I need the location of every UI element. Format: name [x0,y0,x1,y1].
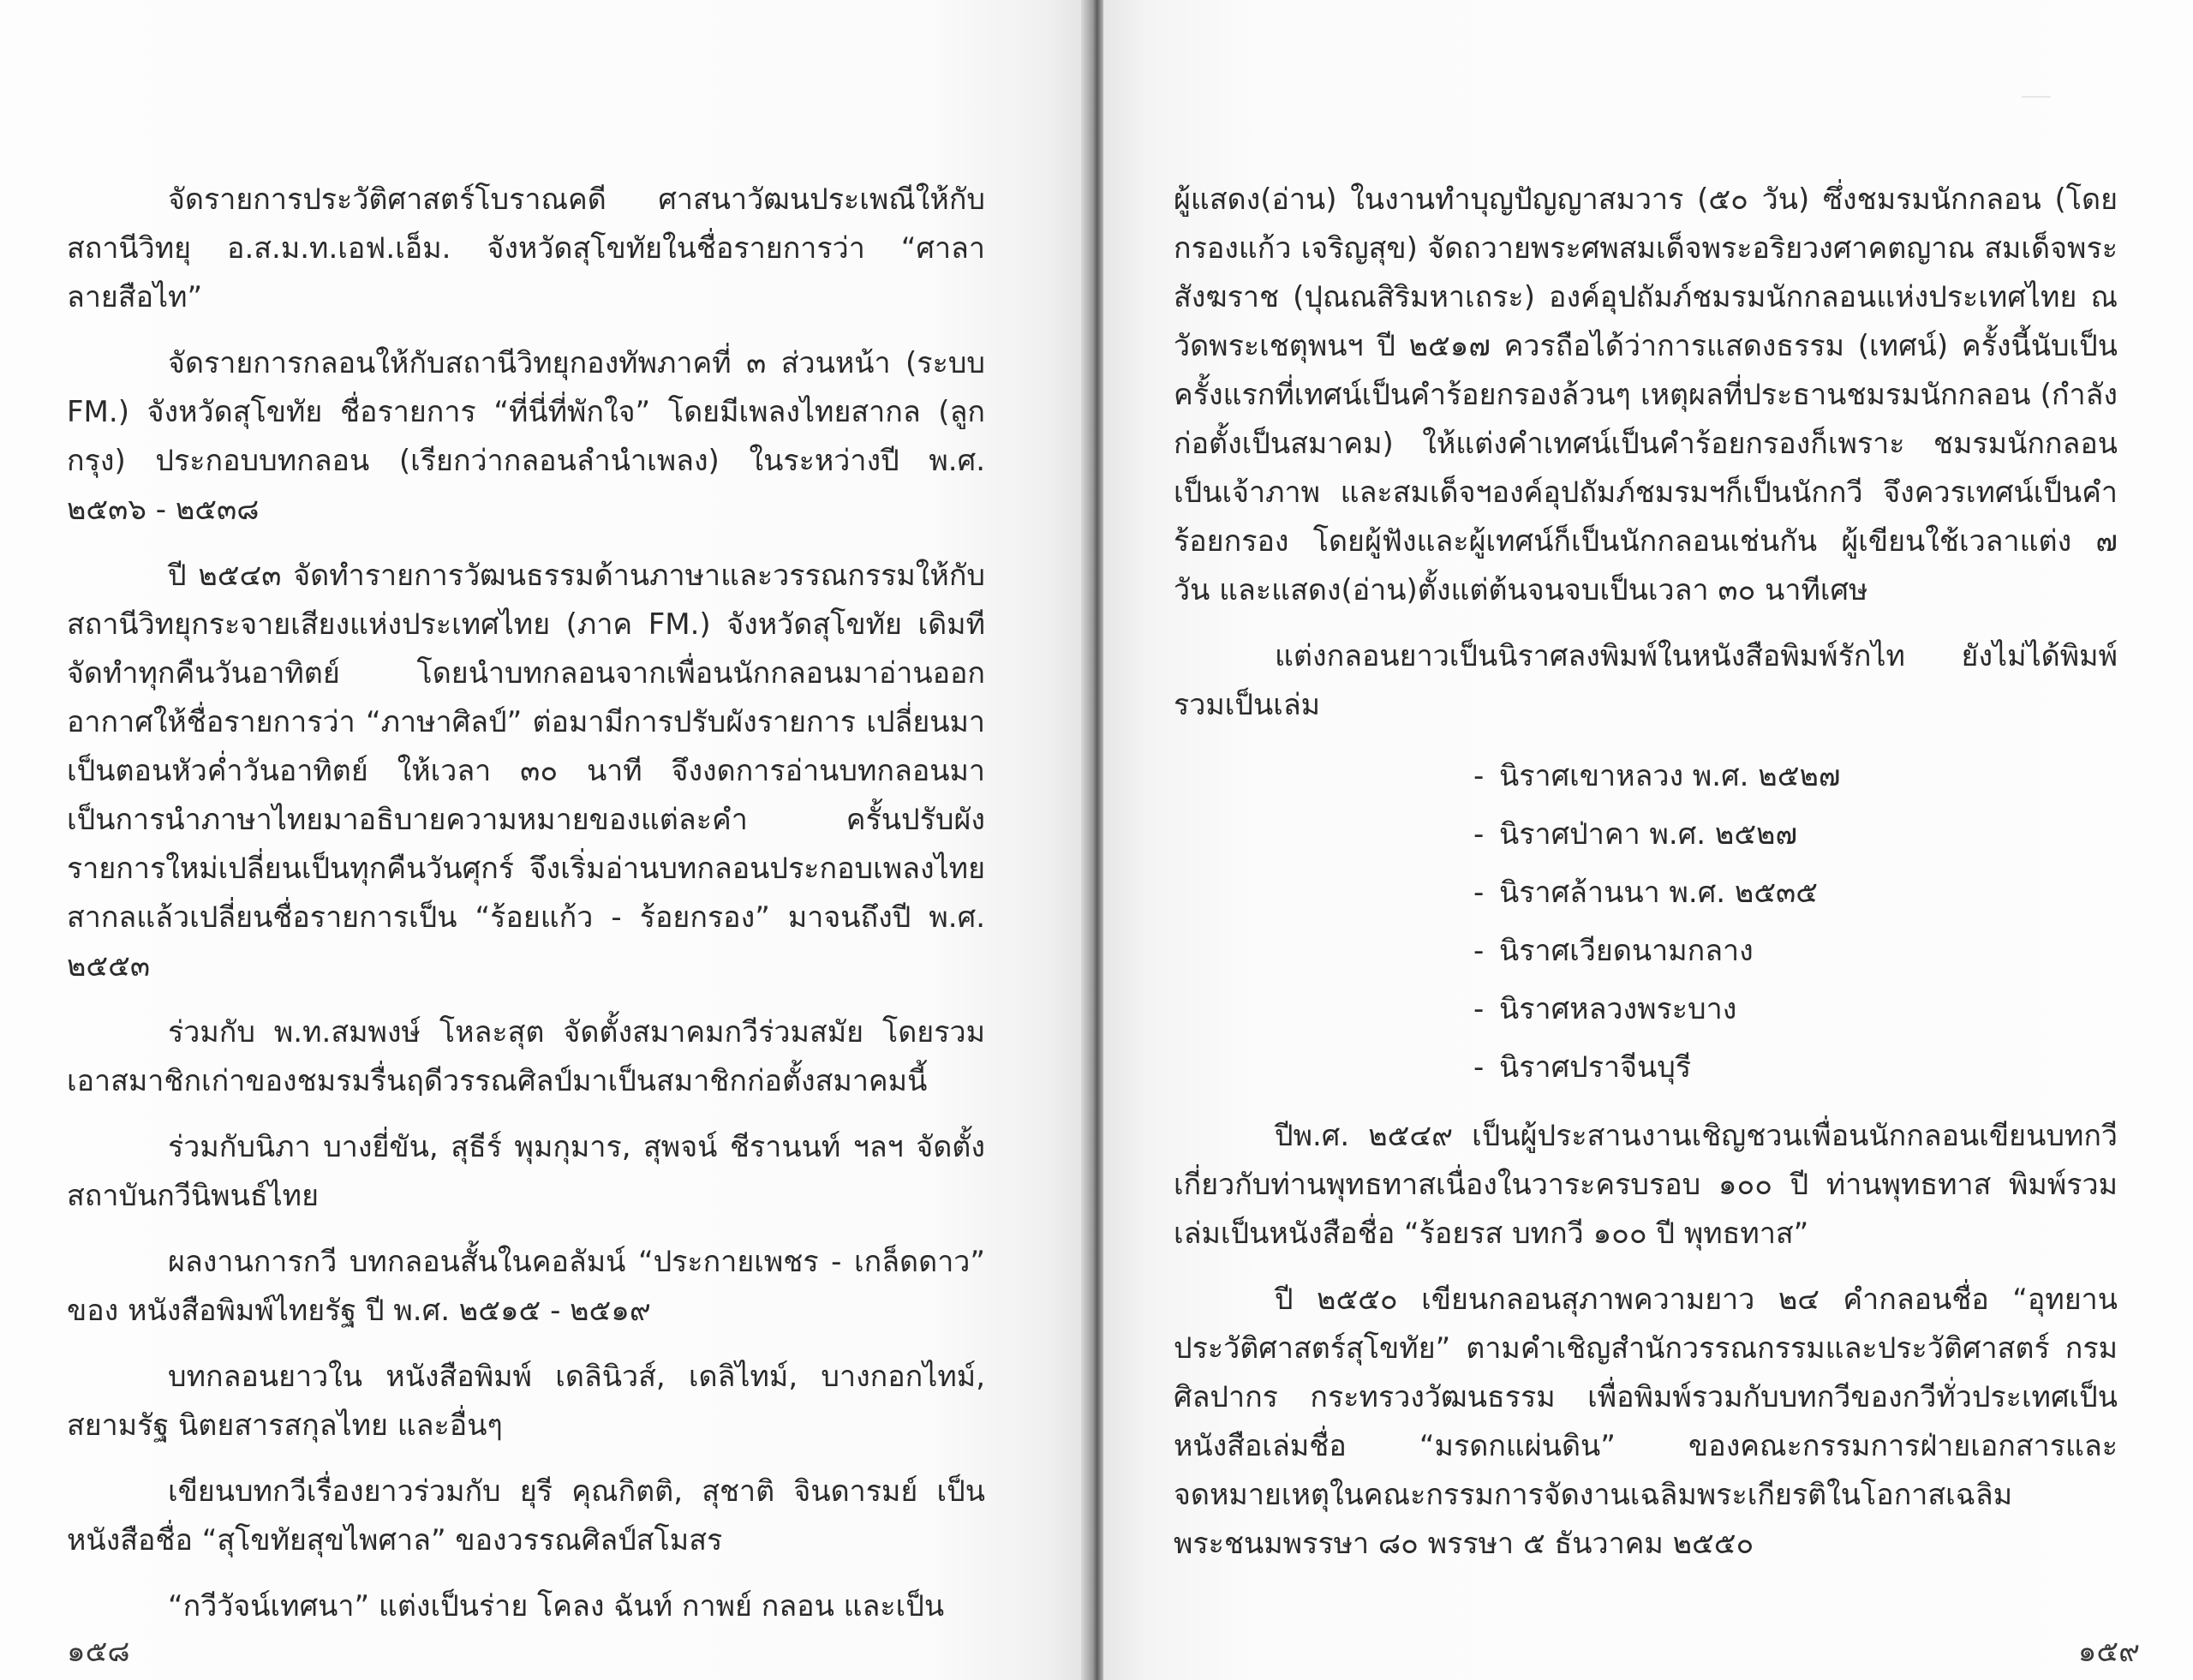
list-item: - นิราศป่าคา พ.ศ. ๒๕๒๗ [1473,817,1798,852]
page-number-right: ๑๕๙ [2077,1635,2140,1669]
list-item: - นิราศเวียดนามกลาง [1473,934,1754,968]
list-item: - นิราศปราจีนบุรี [1473,1050,1692,1085]
paragraph-long-poems: บทกลอนยาวใน หนังสือพิมพ์ เดลินิวส์, เดลิไทม์, บางกอกไทม์, สยามรัฐ นิตยสารสกุลไทย และอื่นๆ [67,1360,985,1443]
paragraph-2543-program: ปี ๒๕๔๓ จัดทำรายการวัฒนธรรมด้านภาษาและวรรณกรรมให้กับสถานีวิทยุกระจายเสียงแห่งประเทศไทย (ภาค FM.) จังหวัดสุโขทัย เดิมทีจัดทำทุกคืนวันอาทิตย์ โดยนำบทกลอนจากเพื่อนนักกลอนมาอ่านออกอากาศให้ชื่อรายการว่า “ภาษาศิลป์” ต่อมามีการปรับผังรายการ เปลี่ยนมาเป็นตอนหัวค่ำวันอาทิตย์ ให้เวลา ๓๐ นาที จึงงดการอ่านบทกลอนมาเป็นการนำภาษาไทยมาอธิบายความหมายของแต่ละคำ ครั้นปรับผังรายการใหม่เปลี่ยนเป็นทุกคืนวันศุกร์ จึงเริ่มอ่านบทกลอนประกอบเพลงไทยสากลแล้วเปลี่ยนชื่อรายการเป็น “ร้อยแก้ว - ร้อยกรอง” มาจนถึงปี พ.ศ. ๒๕๕๓ [67,559,985,983]
left-page [0,0,1090,1680]
scan-mark [2022,96,2051,103]
paragraph-joint-book: เขียนบทกวีเรื่องยาวร่วมกับ ยุรี คุณกิตติ, สุชาติ จินดารมย์ เป็นหนังสือชื่อ “สุโขทัยสุขไพศาล” ของวรรณศิลป์สโมสร [67,1474,985,1557]
left-page-text [67,176,985,1648]
paragraph-nirat-intro: แต่งกลอนยาวเป็นนิราศลงพิมพ์ในหนังสือพิมพ์รักไท ยังไม่ได้พิมพ์รวมเป็นเล่ม [1174,639,2118,722]
right-page-text [1174,176,2118,1586]
paragraph-sermon-performance: ผู้แสดง(อ่าน) ในงานทำบุญปัญญาสมวาร (๕๐ วัน) ซึ่งชมรมนักกลอน (โดย กรองแก้ว เจริญสุข) จัดถวายพระศพสมเด็จพระอริยวงศาคตญาณ สมเด็จพระสังฆราช (ปุณณสิริมหาเถระ) องค์อุปถัมภ์ชมรมนักกลอนแห่งประเทศไทย ณ วัดพระเชตุพนฯ ปี ๒๕๑๗ ควรถือได้ว่าการแสดงธรรม (เทศน์) ครั้งนี้นับเป็นครั้งแรกที่เทศน์เป็นคำร้อยกรองล้วนๆ เหตุผลที่ประธานชมรมนักกลอน (กำลังก่อตั้งเป็นสมาคม) ให้แต่งคำเทศน์เป็นคำร้อยกรองก็เพราะ ชมรมนักกลอนเป็นเจ้าภาพ และสมเด็จฯองค์อุปถัมภ์ชมรมฯก็เป็นนักกวี จึงควรเทศน์เป็นคำร้อยกรอง โดยผู้ฟังและผู้เทศน์ก็เป็นนักกลอนเช่นกัน ผู้เขียนใช้เวลาแต่ง ๗ วัน และแสดง(อ่าน)ตั้งแต่ต้นจนจบเป็นเวลา ๓๐ นาทีเศษ [1174,182,2118,607]
list-item: - นิราศล้านนา พ.ศ. ๒๕๓๕ [1473,876,1819,910]
list-item: - นิราศเขาหลวง พ.ศ. ๒๕๒๗ [1473,759,1841,793]
paragraph-2550-heritage: ปี ๒๕๕๐ เขียนกลอนสุภาพความยาว ๒๔ คำกลอนชื่อ “อุทยานประวัติศาสตร์สุโขทัย” ตามคำเชิญสำนักวรรณกรรมและประวัติศาสตร์ กรมศิลปากร กระทรวงวัฒนธรรม เพื่อพิมพ์รวมกับบทกวีของกวีทั่วประเทศเป็นหนังสือเล่มชื่อ “มรดกแผ่นดิน” ของคณะกรรมการฝ่ายเอกสารและจดหมายเหตุในคณะกรรมการจัดงานเฉลิมพระเกียรติในโอกาสเฉลิมพระชนมพรรษา ๘๐ พรรษา ๕ ธันวาคม ๒๕๕๐ [1174,1282,2118,1561]
paragraph-kawiwat-thetsana: “กวีวัจน์เทศนา” แต่งเป็นร่าย โคลง ฉันท์ กาพย์ กลอน และเป็น [168,1589,945,1623]
page-number-left: ๑๕๘ [67,1635,130,1669]
list-item: - นิราศหลวงพระบาง [1473,992,1737,1026]
paragraph-2549-buddhadasa: ปีพ.ศ. ๒๕๔๙ เป็นผู้ประสานงานเชิญชวนเพื่อนนักกลอนเขียนบทกวีเกี่ยวกับท่านพุทธทาสเนื่องในวาระครบรอบ ๑๐๐ ปี ท่านพุทธทาส พิมพ์รวมเล่มเป็นหนังสือชื่อ “ร้อยรส บทกวี ๑๐๐ ปี พุทธทาส” [1174,1119,2118,1251]
paragraph-poets-association: ร่วมกับ พ.ท.สมพงษ์ โหละสุต จัดตั้งสมาคมกวีร่วมสมัย โดยรวมเอาสมาชิกเก่าของชมรมรื่นฤดีวรรณศิลป์มาเป็นสมาชิกก่อตั้งสมาคมนี้ [67,1015,985,1098]
paragraph-thairath-column: ผลงานการกวี บทกลอนสั้นในคอลัมน์ “ประกายเพชร - เกล็ดดาว” ของ หนังสือพิมพ์ไทยรัฐ ปี พ.ศ. ๒๕๑๕ - ๒๕๑๙ [67,1245,985,1328]
paragraph-poetry-institute: ร่วมกับนิภา บางยี่ขัน, สุธีร์ พุมกุมาร, สุพจน์ ชีรานนท์ ฯลฯ จัดตั้งสถาบันกวีนิพนธ์ไทย [67,1130,985,1213]
paragraph-army-radio: จัดรายการกลอนให้กับสถานีวิทยุกองทัพภาคที่ ๓ ส่วนหน้า (ระบบ FM.) จังหวัดสุโขทัย ชื่อรายการ “ที่นี่ที่พักใจ” โดยมีเพลงไทยสากล (ลูกกรุง) ประกอบบทกลอน (เรียกว่ากลอนลำนำเพลง) ในระหว่างปี พ.ศ. ๒๕๓๖ - ๒๕๓๘ [67,346,985,527]
right-page [1103,0,2193,1680]
paragraph-radio-sukhothai: จัดรายการประวัติศาสตร์โบราณคดี ศาสนาวัฒนประเพณีให้กับสถานีวิทยุ อ.ส.ม.ท.เอฟ.เอ็ม. จังหวัดสุโขทัยในชื่อรายการว่า “ศาลาลายสือไท” [67,182,985,314]
nirat-list [1174,747,2118,1097]
